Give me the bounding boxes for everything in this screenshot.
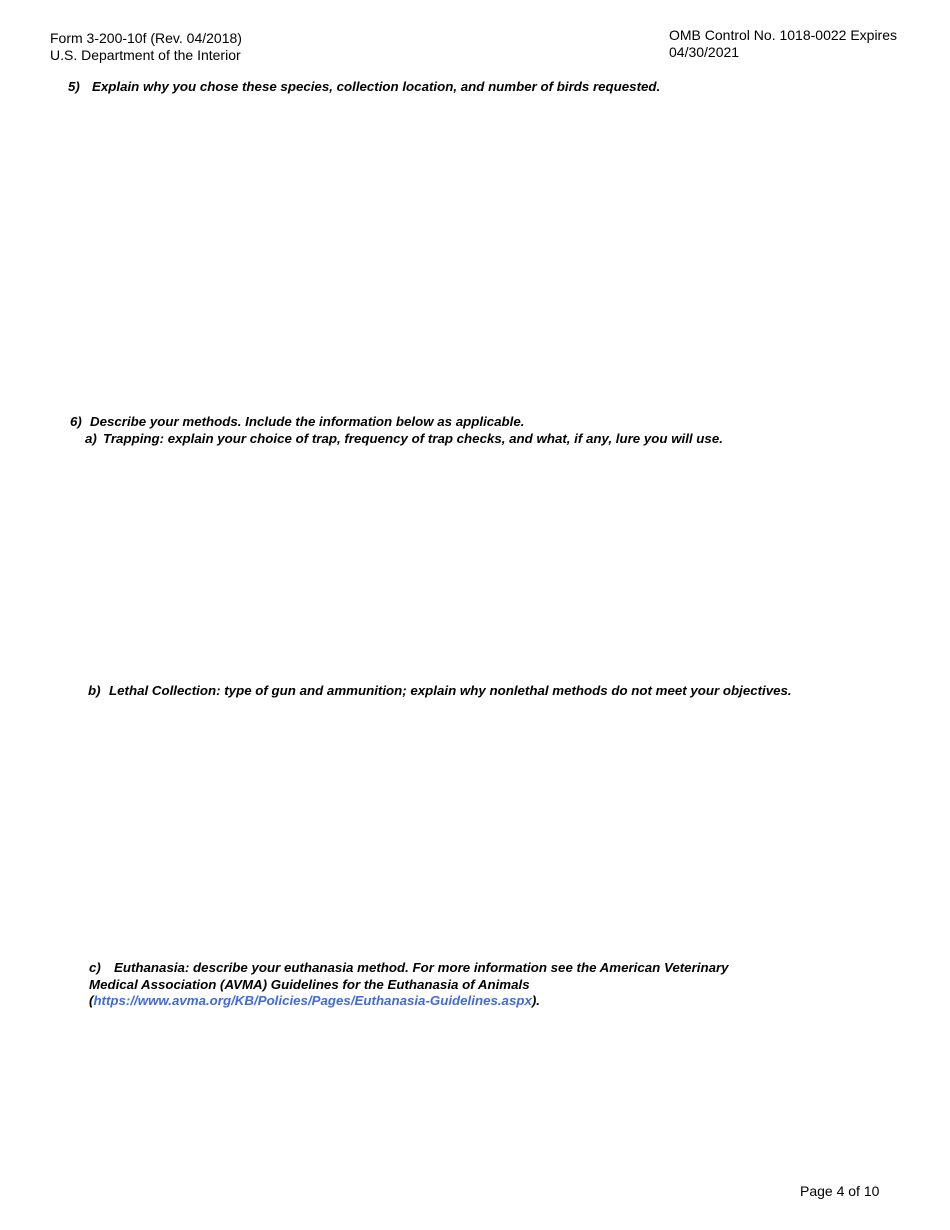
question-6b-text: Lethal Collection: type of gun and ammunition; explain why nonlethal methods do not meet your objectives. — [109, 683, 792, 698]
question-6c — [89, 960, 729, 1010]
question-5 — [68, 79, 660, 96]
question-6c-letter: c) — [89, 960, 101, 975]
question-6-number: 6) — [70, 414, 82, 429]
form-number: Form 3-200-10f (Rev. 04/2018) — [50, 30, 242, 46]
question-6c-text-line1: Euthanasia: describe your euthanasia method. For more information see the American Veterinary — [114, 960, 729, 975]
question-6b-letter: b) — [88, 683, 101, 698]
question-6b-answer-field[interactable] — [88, 705, 892, 954]
omb-control-line: OMB Control No. 1018-0022 Expires — [669, 27, 897, 43]
link-close-paren: ). — [531, 993, 540, 1008]
question-6a-answer-field[interactable] — [85, 452, 889, 676]
link-open-paren: ( — [89, 993, 94, 1008]
form-header-right — [669, 27, 897, 61]
omb-expiration-date: 04/30/2021 — [669, 44, 740, 60]
question-6b — [88, 683, 792, 700]
question-6 — [70, 414, 524, 431]
question-5-answer-field[interactable] — [68, 100, 892, 404]
page-number: Page 4 of 10 — [800, 1183, 880, 1199]
question-6c-answer-field[interactable] — [89, 1015, 893, 1179]
question-5-number: 5) — [68, 79, 80, 94]
department-name: U.S. Department of the Interior — [50, 47, 241, 63]
question-5-text: Explain why you chose these species, collection location, and number of birds requested. — [92, 79, 661, 94]
question-6-text: Describe your methods. Include the information below as applicable. — [90, 414, 525, 429]
question-6a — [85, 431, 723, 448]
question-6a-letter: a) — [85, 431, 97, 446]
question-6c-text-line2: Medical Association (AVMA) Guidelines for the Euthanasia of Animals — [89, 976, 530, 992]
avma-guidelines-link[interactable]: https://www.avma.org/KB/Policies/Pages/Euthanasia-Guidelines.aspx — [93, 993, 532, 1008]
form-header-left — [50, 30, 242, 64]
question-6a-text: Trapping: explain your choice of trap, frequency of trap checks, and what, if any, lure you will use. — [103, 431, 723, 446]
